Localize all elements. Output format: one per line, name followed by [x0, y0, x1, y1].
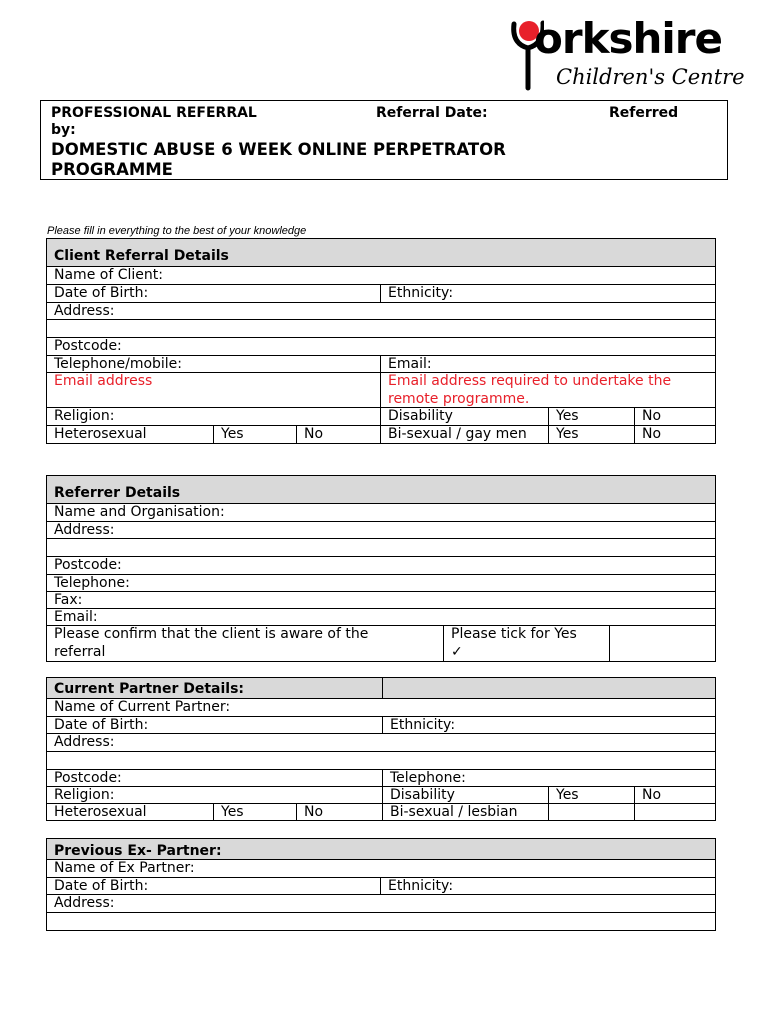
partner-section-header — [47, 678, 715, 699]
client-referral-table — [46, 238, 716, 444]
title-line-1: DOMESTIC ABUSE 6 WEEK ONLINE PERPETRATOR — [51, 140, 506, 159]
referrer-address-row[interactable] — [47, 522, 715, 539]
client-ethnicity-label[interactable]: Ethnicity: — [380, 285, 715, 302]
yorkshire-childrens-centre-logo — [510, 14, 750, 94]
header-professional-referral: PROFESSIONAL REFERRAL — [51, 105, 257, 121]
client-bisexual-yes[interactable]: Yes — [548, 426, 634, 443]
title-line-2: PROGRAMME — [51, 160, 173, 179]
client-section-header — [47, 239, 715, 267]
client-postcode-label: Postcode: — [54, 338, 122, 354]
partner-disability-yes[interactable]: Yes — [548, 787, 634, 803]
client-bisexual-no[interactable]: No — [634, 426, 715, 443]
confirm-line-1: Please confirm that the client is aware of the — [54, 626, 369, 642]
client-religion-label[interactable]: Religion: — [54, 408, 115, 424]
partner-heterosexual-label: Heterosexual — [54, 804, 147, 820]
ex-partner-dob-row — [47, 878, 715, 895]
partner-name-row[interactable] — [47, 699, 715, 717]
partner-orientation-row — [47, 804, 715, 821]
ex-partner-section-header — [47, 839, 715, 860]
referrer-confirm-row — [47, 626, 715, 662]
partner-postcode-row — [47, 770, 715, 787]
ex-partner-address-label: Address: — [54, 895, 115, 911]
partner-ethnicity-label[interactable]: Ethnicity: — [382, 717, 715, 733]
partner-bisexual-label: Bi-sexual / lesbian — [382, 804, 548, 820]
referrer-fax-label: Fax: — [54, 592, 83, 608]
referrer-tick-box[interactable] — [609, 626, 715, 661]
client-orientation-row — [47, 426, 715, 444]
client-bisexual-label: Bi-sexual / gay men — [380, 426, 548, 443]
referrer-telephone-row[interactable] — [47, 575, 715, 592]
referrer-email-label: Email: — [54, 609, 98, 625]
referrer-address-row-2[interactable] — [47, 539, 715, 557]
referral-header-box — [40, 100, 728, 180]
ex-partner-address-row[interactable] — [47, 895, 715, 913]
checkmark-icon: ✓ — [451, 643, 463, 660]
client-address-row[interactable] — [47, 303, 715, 320]
client-name-row[interactable] — [47, 267, 715, 285]
referrer-section-header — [47, 476, 715, 504]
client-telephone-label[interactable]: Telephone/mobile: — [54, 356, 183, 372]
tick-label-text: Please tick for Yes — [451, 626, 577, 642]
client-email-note-left: Email address — [54, 373, 153, 389]
referrer-section-title: Referrer Details — [54, 485, 181, 501]
referrer-postcode-row[interactable] — [47, 557, 715, 575]
client-dob-row — [47, 285, 715, 303]
header-referred-by[interactable]: by: — [51, 122, 76, 138]
header-referred: Referred — [609, 105, 679, 121]
client-email-label[interactable]: Email: — [380, 356, 715, 372]
referrer-details-table — [46, 475, 716, 662]
partner-disability-no[interactable]: No — [634, 787, 715, 803]
page-title — [51, 140, 506, 180]
email-note-line-1: Email address required to undertake the — [388, 373, 672, 389]
referrer-tick-label — [443, 626, 609, 661]
partner-heterosexual-no[interactable]: No — [296, 804, 382, 820]
partner-dob-label[interactable]: Date of Birth: — [54, 717, 149, 733]
ex-partner-dob-label[interactable]: Date of Birth: — [54, 878, 149, 894]
client-disability-label: Disability — [380, 408, 548, 425]
partner-address-row-2[interactable] — [47, 752, 715, 770]
partner-name-label: Name of Current Partner: — [54, 699, 231, 715]
referrer-postcode-label: Postcode: — [54, 557, 122, 573]
client-email-note-row — [47, 373, 715, 408]
partner-dob-row — [47, 717, 715, 734]
partner-disability-label: Disability — [382, 787, 548, 803]
ex-partner-table — [46, 838, 716, 931]
client-heterosexual-no[interactable]: No — [296, 426, 380, 443]
client-religion-row — [47, 408, 715, 426]
client-heterosexual-yes[interactable]: Yes — [213, 426, 296, 443]
ex-partner-address-row-2[interactable] — [47, 913, 715, 931]
client-disability-no[interactable]: No — [634, 408, 715, 425]
client-address-label: Address: — [54, 303, 115, 319]
referrer-address-label: Address: — [54, 522, 115, 538]
client-section-title: Client Referral Details — [54, 248, 229, 264]
logo-subtitle: Children's Centre — [556, 65, 745, 89]
client-postcode-row[interactable] — [47, 338, 715, 356]
ex-partner-name-label: Name of Ex Partner: — [54, 860, 195, 876]
partner-heterosexual-yes[interactable]: Yes — [213, 804, 296, 820]
partner-bisexual-no[interactable] — [634, 804, 715, 820]
partner-postcode-label[interactable]: Postcode: — [54, 770, 122, 786]
referrer-email-row[interactable] — [47, 609, 715, 626]
referrer-name-row[interactable] — [47, 504, 715, 522]
client-address-row-2[interactable] — [47, 320, 715, 338]
header-referral-date[interactable]: Referral Date: — [376, 105, 488, 121]
ex-partner-ethnicity-label[interactable]: Ethnicity: — [380, 878, 715, 894]
current-partner-table — [46, 677, 716, 821]
partner-section-title: Current Partner Details: — [54, 681, 245, 697]
referrer-telephone-label: Telephone: — [54, 575, 130, 591]
referrer-name-label: Name and Organisation: — [54, 504, 225, 520]
confirm-line-2: referral — [54, 643, 106, 660]
referrer-confirm-text — [47, 626, 368, 661]
ex-partner-name-row[interactable] — [47, 860, 715, 878]
client-email-note-right — [380, 373, 715, 407]
logo-wordmark: orkshire — [534, 14, 722, 63]
client-phone-row — [47, 356, 715, 373]
client-disability-yes[interactable]: Yes — [548, 408, 634, 425]
partner-header-blank-cell — [382, 678, 715, 698]
referrer-fax-row[interactable] — [47, 592, 715, 609]
partner-bisexual-yes[interactable] — [548, 804, 634, 820]
partner-address-row[interactable] — [47, 734, 715, 752]
client-dob-label[interactable]: Date of Birth: — [54, 285, 149, 301]
partner-address-label: Address: — [54, 734, 115, 750]
instruction-text: Please fill in everything to the best of your knowledge — [47, 225, 307, 237]
partner-religion-label[interactable]: Religion: — [54, 787, 115, 803]
partner-telephone-label[interactable]: Telephone: — [382, 770, 715, 786]
ex-partner-section-title: Previous Ex- Partner: — [54, 843, 222, 859]
client-name-label: Name of Client: — [54, 267, 163, 283]
client-heterosexual-label: Heterosexual — [54, 426, 147, 442]
email-note-line-2: remote programme. — [388, 390, 530, 407]
partner-religion-row — [47, 787, 715, 804]
